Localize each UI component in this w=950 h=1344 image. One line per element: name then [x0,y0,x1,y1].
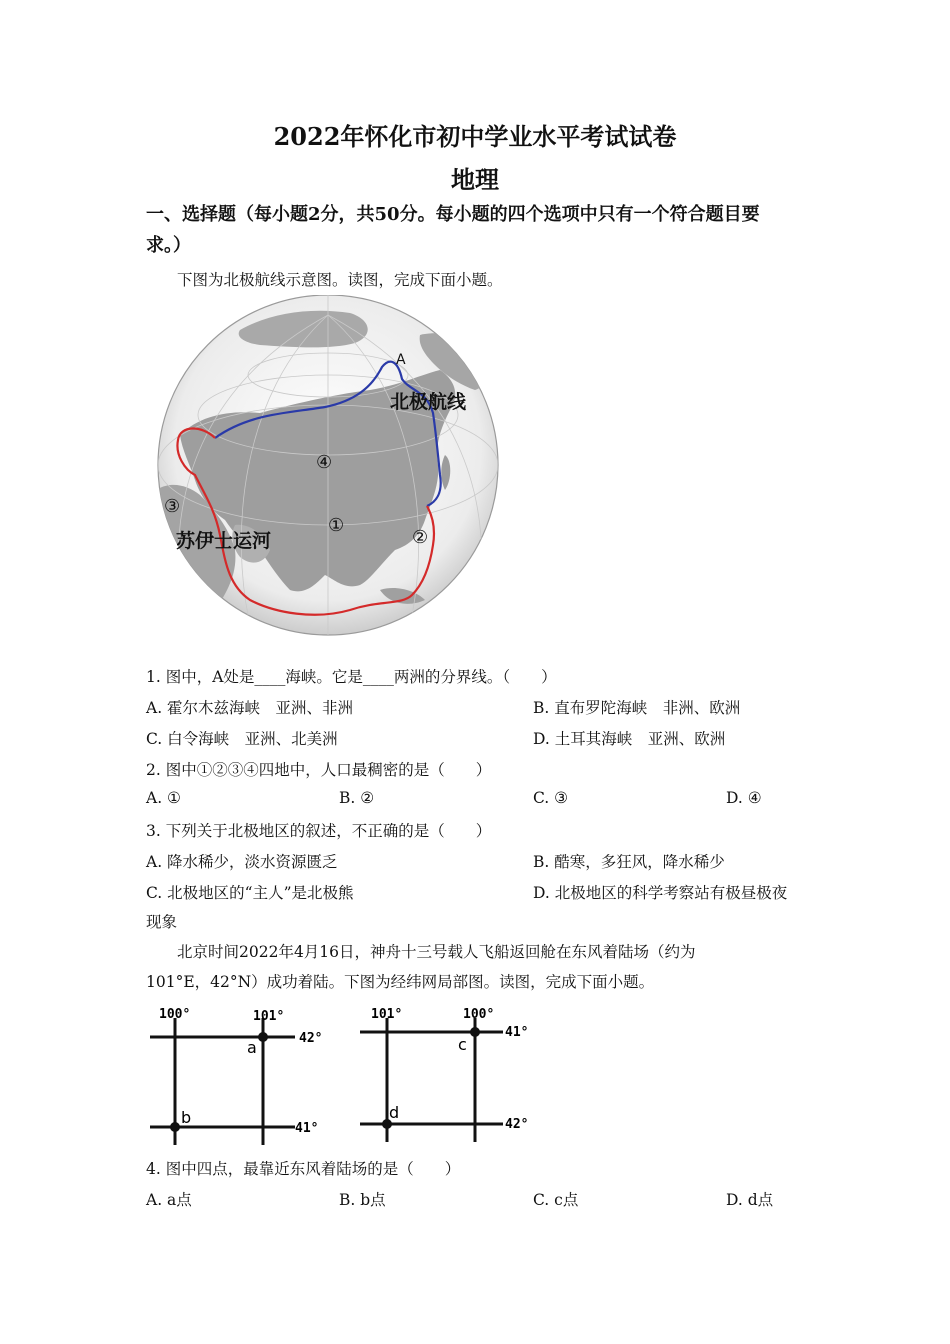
q3-option-a: A. 降水稀少，淡水资源匮乏 [146,853,338,871]
left-lat-42: 42° [299,1031,323,1046]
q2-option-a: A. ① [146,789,181,807]
q3-option-b: B. 酷寒，多狂风，降水稀少 [533,853,725,871]
grid-map-right [355,1000,555,1150]
q3-option-d: D. 北极地区的科学考察站有极昼极夜 [533,884,788,902]
q2-option-c: C. ③ [533,789,569,807]
left-lon-101: 101° [253,1009,285,1024]
section-heading [146,199,816,261]
section-heading-line2: 求。） [146,235,191,256]
q1-option-c: C. 白令海峡 亚洲、北美洲 [146,730,338,748]
point-c-text: c [458,1035,467,1054]
marker-2: ② [412,527,429,548]
marker-3: ③ [164,496,181,517]
point-b [170,1122,180,1132]
q4-option-d: D. d点 [726,1191,774,1209]
right-lat-42: 42° [505,1117,529,1132]
intro-shenzhou-line1: 北京时间2022年4月16日，神舟十三号载人飞船返回舱在东风着陆场（约为 [177,943,696,961]
arctic-route-globe [140,295,510,640]
q2-option-b: B. ② [339,789,375,807]
point-d-text: d [389,1103,400,1122]
suez-canal-label: 苏伊士运河 [176,530,272,552]
point-c [470,1027,480,1037]
question-2-stem: 2. 图中①②③④四地中，人口最稠密的是（ ） [146,761,492,779]
question-3-stem: 3. 下列关于北极地区的叙述，不正确的是（ ） [146,822,492,840]
point-a-text: a [247,1038,257,1057]
q1-option-b: B. 直布罗陀海峡 非洲、欧洲 [533,699,741,717]
q2-option-d: D. ④ [726,789,762,807]
point-b-text: b [181,1108,192,1127]
q4-option-b: B. b点 [339,1191,386,1209]
grid-map-left [145,1000,345,1150]
point-a [258,1032,268,1042]
section-heading-line1: 一、选择题（每小题2分，共50分。每小题的四个选项中只有一个符合题目要 [146,204,760,225]
grid-right-lines [360,1018,503,1142]
right-lon-100: 100° [463,1007,495,1022]
right-lat-41: 41° [505,1025,529,1040]
q1-option-d: D. 土耳其海峡 亚洲、欧洲 [533,730,726,748]
q1-option-a: A. 霍尔木兹海峡 亚洲、非洲 [146,699,354,717]
left-lon-100: 100° [159,1007,191,1022]
q3-option-c: C. 北极地区的“主人”是北极熊 [146,884,354,902]
q4-option-a: A. a点 [146,1191,192,1209]
exam-title: 2022年怀化市初中学业水平考试试卷 [273,122,677,151]
arctic-route-label: 北极航线 [390,391,467,413]
marker-4: ④ [316,452,333,473]
q4-option-c: C. c点 [533,1191,579,1209]
point-a-label: A [396,352,406,368]
marker-1: ① [328,515,345,536]
intro-arctic: 下图为北极航线示意图。读图，完成下面小题。 [177,271,503,289]
q3-option-d-wrap: 现象 [146,913,178,931]
subject-title: 地理 [451,165,499,194]
right-lon-101: 101° [371,1007,403,1022]
intro-shenzhou-line2: 101°E，42°N）成功着陆。下图为经纬网局部图。读图，完成下面小题。 [146,973,655,991]
question-4-stem: 4. 图中四点，最靠近东风着陆场的是（ ） [146,1160,461,1178]
question-1-stem: 1. 图中，A处是____海峡。它是____两洲的分界线。（ ） [146,668,557,686]
left-lat-41: 41° [295,1121,319,1136]
